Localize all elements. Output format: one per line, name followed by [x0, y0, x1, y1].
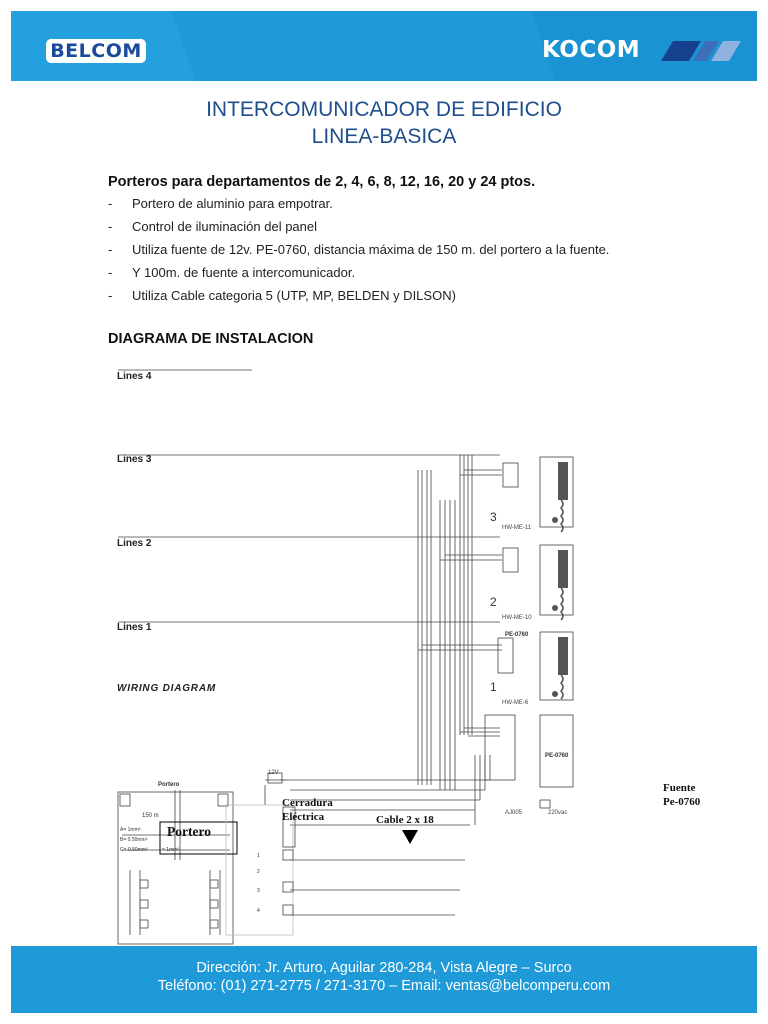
floor-label-3: Lines 3: [117, 454, 152, 465]
cable-spec-a: A= 1mm²: [120, 827, 141, 833]
belcom-logo: BELCOM: [46, 39, 146, 63]
kocom-logo: KOCOM: [542, 37, 641, 63]
ac-label: 220vac: [548, 810, 568, 816]
list-item: - Y 100m. de fuente a intercomunicador.: [108, 265, 356, 280]
cable-spec-d: = 1mm²: [162, 847, 180, 853]
header-bar: [11, 11, 757, 81]
page-title: INTERCOMUNICADOR DE EDIFICIO: [206, 98, 562, 121]
wiring-diagram-label: WIRING DIAGRAM: [117, 683, 216, 694]
unit-model-2: HW-ME-10: [502, 615, 532, 621]
panel-number-4: 4: [257, 908, 260, 914]
portero-box-label: Portero: [167, 824, 211, 839]
unit-model-1: HW-ME-6: [502, 700, 529, 706]
footer-contact: Teléfono: (01) 271-2775 / 271-3170 – Email: ventas@belcomperu.com: [157, 978, 611, 994]
panel-number-3: 3: [257, 888, 260, 894]
list-item: - Control de iluminación del panel: [108, 219, 318, 234]
page-subtitle: LINEA-BASICA: [311, 125, 457, 148]
pe-label: PE-0760: [505, 632, 529, 638]
footer-address: Dirección: Jr. Arturo, Aguilar 280-284, Vista Alegre – Surco: [196, 960, 572, 976]
panel-number-2: 2: [257, 869, 260, 875]
list-item: - Utiliza fuente de 12v. PE-0760, distancia máxima de 150 m. del portero a la fuente.: [108, 242, 610, 257]
unit-number-1: 1: [490, 680, 497, 694]
power-model-label: PE-0760: [545, 753, 569, 759]
intro-text: Porteros para departamentos de 2, 4, 6, 8, 12, 16, 20 y 24 ptos.: [108, 174, 536, 190]
floor-label-4: Lines 4: [117, 371, 152, 382]
unit-number-2: 2: [490, 595, 497, 609]
cable-label: Cable 2 x 18: [376, 814, 434, 826]
panel-number-1: 1: [257, 853, 260, 859]
dimension-label: 150 m: [142, 813, 159, 819]
list-item: - Utiliza Cable categoria 5 (UTP, MP, BELDEN y DILSON): [108, 288, 456, 303]
list-item: - Portero de aluminio para empotrar.: [108, 196, 333, 211]
cable-spec-c: C= 0.50mm²: [120, 847, 148, 853]
footer-bar: [11, 946, 757, 1013]
unit-model-3: HW-ME-11: [502, 525, 532, 531]
wiring-drawing: [100, 360, 740, 945]
portero-top-label: Portero: [158, 782, 180, 788]
diagram-heading: DIAGRAMA DE INSTALACION: [108, 331, 314, 347]
voltage-label: 12V: [268, 770, 279, 776]
cerradura-label: Cerradura Eléctrica: [282, 797, 333, 823]
kocom-stripes-icon: [661, 41, 741, 61]
unit-number-3: 3: [490, 510, 497, 524]
cable-spec-b: B= 0.50mm²: [120, 837, 148, 843]
fuente-label: Fuente Pe-0760: [663, 782, 701, 808]
feature-list: [108, 196, 640, 311]
floor-label-2: Lines 2: [117, 538, 152, 549]
floor-label-1: Lines 1: [117, 622, 152, 633]
ac-model-label: AJ005: [505, 810, 523, 816]
